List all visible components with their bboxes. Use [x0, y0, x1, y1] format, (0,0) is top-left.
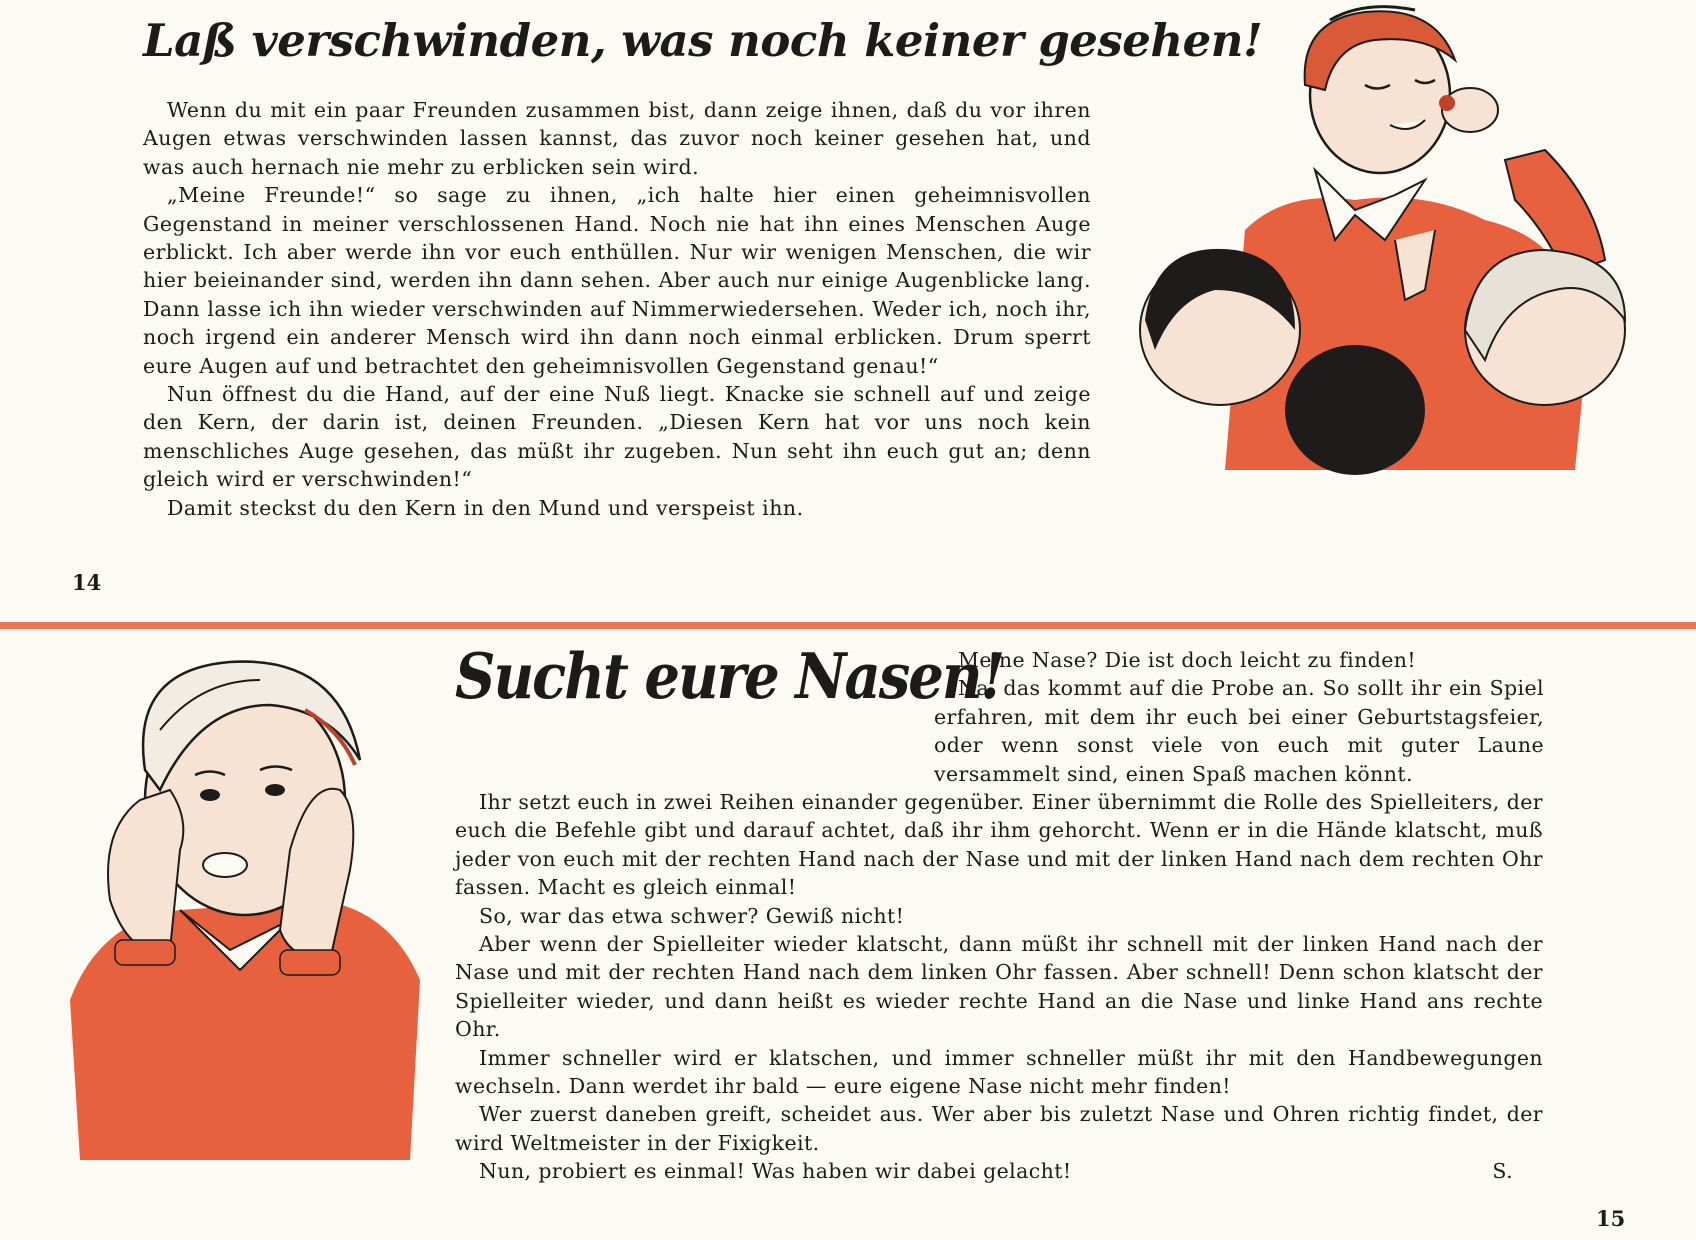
page-number: 14 [72, 570, 102, 595]
paragraph: Damit steckst du den Kern in den Mund und verspeist ihn. [167, 495, 804, 520]
article-body-noses [455, 788, 1543, 1186]
paragraph: Na, das kommt auf die Probe an. So sollt ihr ein Spiel erfahren, mit dem ihr euch bei einer Geburtstagsfeier, oder wenn sonst viele von euch mit guter Laune versammelt sind, einen Spaß machen könnt. [934, 676, 1544, 786]
article-title-vanish: Laß verschwinden, was noch keiner gesehen! [143, 14, 1263, 67]
paragraph: Meine Nase? Die ist doch leicht zu finden! [958, 648, 1417, 672]
last-line [455, 1157, 1543, 1185]
paragraph: Wenn du mit ein paar Freunden zusammen bist, dann zeige ihnen, daß du vor ihren Augen etwas verschwinden lassen kannst, das zuvor noch keiner gesehen hat, und was auch hernach nie mehr zu erblicken sein wird. [143, 98, 1091, 179]
boy-eating-nut-illustration [1125, 0, 1645, 510]
paragraph: Nun öffnest du die Hand, auf der eine Nuß liegt. Knacke sie schnell auf und zeige den Kern, der darin ist, deinen Freunden. „Diesen Kern hat vor uns noch kein menschliches Auge gesehen, das müßt ihr zugeben. Nun seht ihn euch gut an; denn gleich wird er verschwinden!“ [143, 382, 1091, 492]
page-divider [0, 622, 1696, 629]
paragraph: Wer zuerst daneben greift, scheidet aus. Wer aber bis zuletzt Nase und Ohren richtig findet, der wird Weltmeister in der Fixigkeit. [455, 1102, 1543, 1155]
paragraph: Immer schneller wird er klatschen, und immer schneller müßt ihr mit den Handbewegungen wechseln. Dann werdet ihr bald — eure eigene Nase nicht mehr finden! [455, 1045, 1543, 1099]
article-title-noses: Sucht eure Nasen! [455, 640, 1004, 714]
paragraph: Aber wenn der Spielleiter wieder klatscht, dann müßt ihr schnell mit der linken Hand nach der Nase und mit der rechten Hand nach dem linken Ohr fassen. Aber schnell! Denn schon klatscht der Spielleiter wieder, und dann heißt es wieder rechte Hand an die Nase und linke Hand ans rechte Ohr. [455, 932, 1543, 1042]
paragraph: So, war das etwa schwer? Gewiß nicht! [479, 903, 905, 928]
article-intro-noses [934, 646, 1544, 788]
paragraph: „Meine Freunde!“ so sage zu ihnen, „ich halte hier einen geheimnisvollen Gegenstand in meiner verschlossenen Hand. Noch nie hat ihn eines Menschen Auge erblickt. Ich aber werde ihn vor euch enthüllen. Nur wir wenigen Menschen, die wir hier beieinander sind, werden ihn dann sehen. Aber auch nur einige Augenblicke lang. Dann lasse ich ihn wieder verschwinden auf Nimmerwiedersehen. Weder ich, noch ihr, noch irgend ein anderer Mensch wird ihn dann noch einmal erblicken. Drum sperrt eure Augen auf und betrachtet den geheimnisvollen Gegenstand genau!“ [143, 183, 1091, 378]
paragraph: Ihr setzt euch in zwei Reihen einander gegenüber. Einer übernimmt die Rolle des Spielleiters, der euch die Befehle gibt und darauf achtet, daß ihr ihm gehorcht. Wenn er in die Hände klatscht, muß jeder von euch mit der rechten Hand nach der Nase und mit der linken Hand nach dem rechten Ohr fassen. Macht es gleich einmal! [455, 790, 1543, 900]
author-signature: S. [1492, 1159, 1513, 1184]
closing-sentence: Nun, probiert es einmal! Was haben wir dabei gelacht! [479, 1159, 1072, 1184]
boy-touching-nose-illustration [60, 650, 430, 1160]
article-body-vanish [143, 96, 1091, 522]
page-number: 15 [1596, 1206, 1626, 1231]
